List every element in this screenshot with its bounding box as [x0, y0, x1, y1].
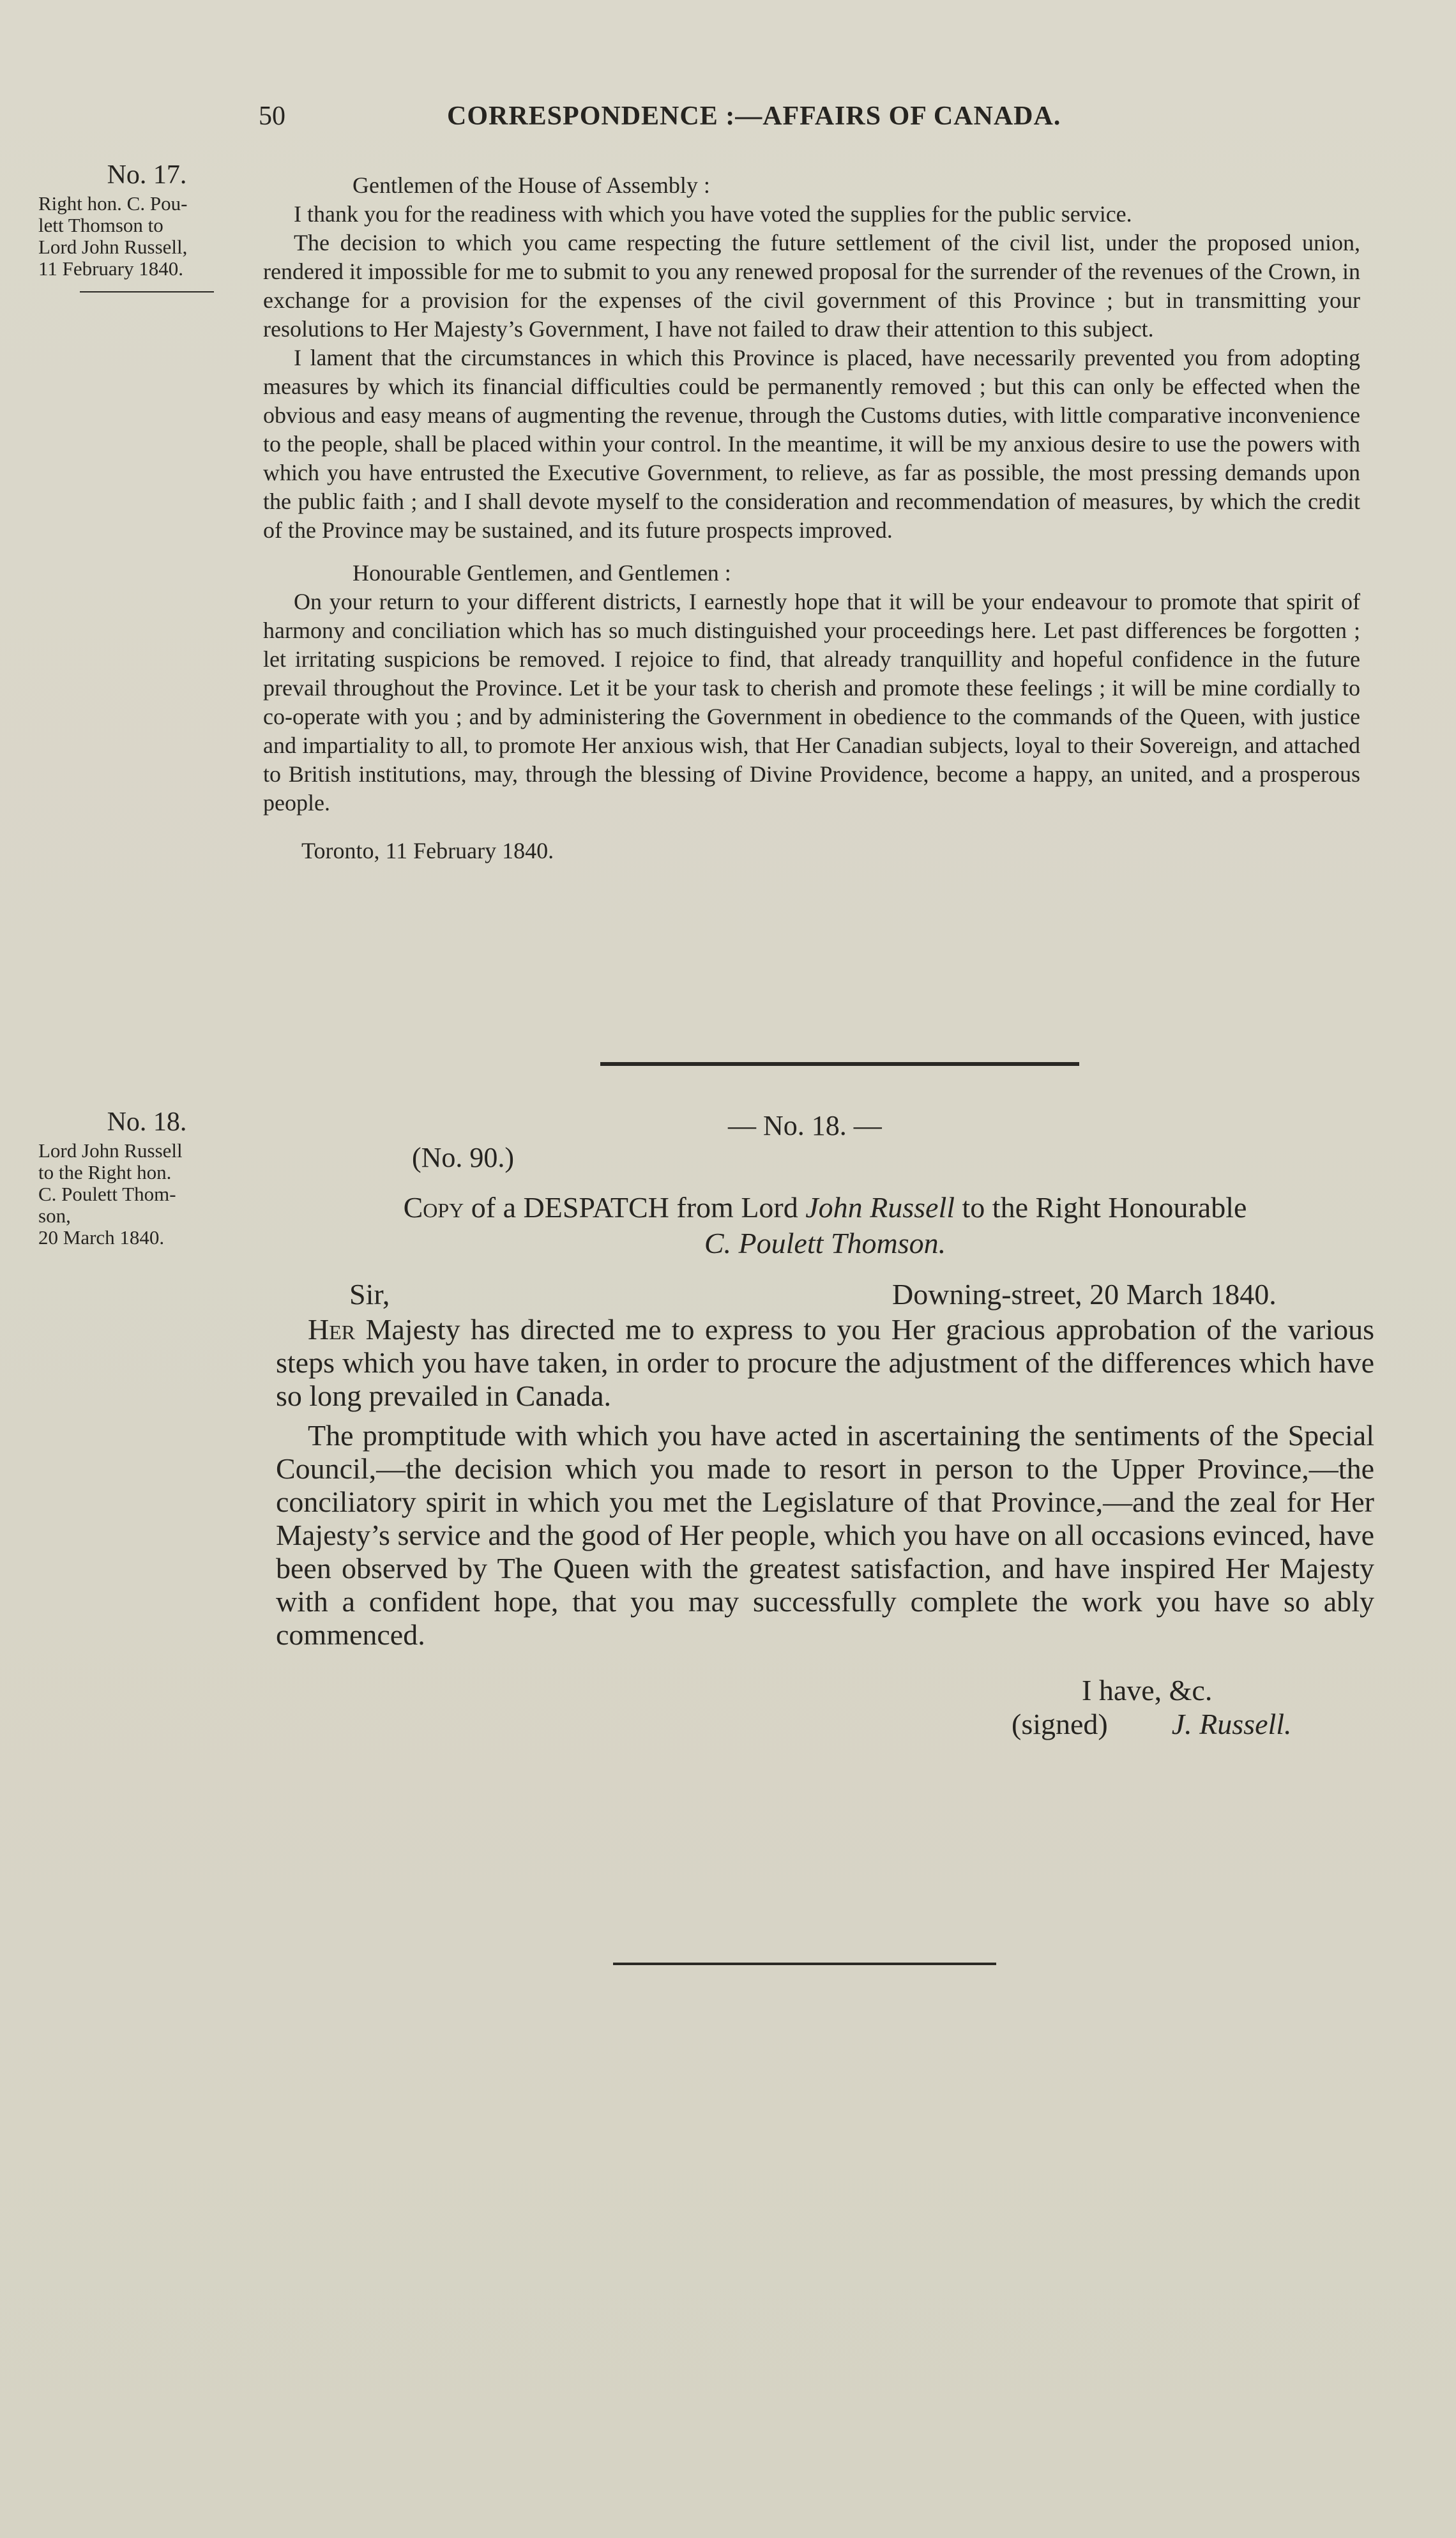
paragraph-text: Majesty has directed me to express to you Her gracious approbation of the various steps which you have taken, in order to procure the adjustment of the differences which have so long prevailed in Canada.: [276, 1313, 1374, 1412]
paragraph: I lament that the circumstances in which this Province is placed, have necessarily prevented you from adopting measures by which its financial difficulties could be permanently removed ; but this can only be effected when the obvious and easy means of augmenting the revenue, through the Customs duties, with little comparative inconvenience to the people, shall be placed within your control. In the meantime, it will be my anxious desire to use the powers with which you have entrusted the Executive Government, to relieve, as far as possible, the most pressing demands upon the public faith ; and I shall devote myself to the consideration and recommendation of measures, by which the credit of the Province may be sustained, and its future prospects improved.: [263, 345, 1360, 543]
dateline: Toronto, 11 February 1840.: [301, 838, 554, 863]
margin-note-18: [38, 1107, 255, 1249]
margin-line: 11 February 1840.: [38, 257, 184, 280]
page-header: [259, 101, 1217, 139]
copy-word: Copy: [403, 1191, 464, 1224]
signed-label: (signed): [1012, 1708, 1108, 1740]
margin-line: Lord John Russell: [38, 1139, 183, 1162]
end-divider: [613, 1963, 996, 1965]
place-and-date: Downing-street, 20 March 1840.: [892, 1278, 1277, 1311]
closing: I have, &c.: [1082, 1674, 1213, 1706]
speech-body: [263, 171, 1360, 865]
page-number: 50: [259, 102, 285, 131]
signature: J. Russell.: [1171, 1708, 1292, 1740]
margin-line: Lord John Russell,: [38, 236, 188, 258]
margin-line: son,: [38, 1204, 71, 1227]
salutation: Gentlemen of the House of Assembly :: [353, 172, 710, 198]
margin-line: 20 March 1840.: [38, 1226, 165, 1249]
section-title: — No. 18. —: [728, 1110, 882, 1141]
section-divider: [600, 1062, 1079, 1066]
despatch-number: (No. 90.): [412, 1142, 515, 1173]
salutation: Sir,: [349, 1278, 390, 1311]
margin-line: Right hon. C. Pou-: [38, 192, 188, 215]
margin-divider: [80, 291, 214, 293]
paragraph: [276, 1313, 1374, 1413]
heading-text: of a DESPATCH from Lord: [464, 1191, 806, 1224]
salutation-row: [276, 1277, 1374, 1312]
recipient-name: C. Poulett Thomson.: [704, 1227, 946, 1259]
margin-line: lett Thomson to: [38, 214, 163, 236]
margin-line: C. Poulett Thom-: [38, 1183, 176, 1205]
margin-number-18: No. 18.: [107, 1107, 187, 1137]
margin-note-17: [38, 160, 255, 293]
running-title: CORRESPONDENCE :—AFFAIRS OF CANADA.: [447, 102, 1061, 131]
margin-number-17: No. 17.: [107, 160, 187, 190]
lead-word: Her: [308, 1313, 356, 1346]
despatch-heading: [276, 1190, 1374, 1261]
sender-name: John Russell: [805, 1191, 955, 1224]
margin-line: to the Right hon.: [38, 1161, 172, 1183]
paragraph: I thank you for the readiness with which you have voted the supplies for the public service.: [294, 201, 1132, 227]
paragraph: The promptitude with which you have acted in ascertaining the sentiments of the Special Council,—the decision which you made to resort in person to the Upper Province,—the conciliatory spirit in which you met the Legislature of that Province,—and the zeal for Her Majesty’s service and the good of Her people, which you have on all occasions evinced, have been observed by The Queen with the greatest satisfaction, and have inspired Her Majesty with a confident hope, that you may successfully complete the work you have so ably commenced.: [276, 1419, 1374, 1651]
heading-text: to the Right Honourable: [955, 1191, 1247, 1224]
despatch-body: [276, 1313, 1374, 1652]
salutation: Honourable Gentlemen, and Gentlemen :: [353, 560, 731, 586]
paragraph: On your return to your different districts, I earnestly hope that it will be your endeavour to promote that spirit of harmony and conciliation which has so much distinguished your proceedings here. Let past differences be forgotten ; let irritating suspicions be removed. I rejoice to find, that already tranquillity and hopeful confidence in the future prevail throughout the Province. Let it be your task to cherish and promote these feelings ; it will be mine cordially to co-operate with you ; and by administering the Government in obedience to the commands of the Queen, with justice and impartiality to all, to promote Her anxious wish, that Her Canadian subjects, loyal to their Sovereign, and attached to British institutions, may, through the blessing of Divine Providence, become a happy, an united, and a prosperous people.: [263, 589, 1360, 816]
paragraph: The decision to which you came respecting the future settlement of the civil list, under the proposed union, rendered it impossible for me to submit to you any renewed proposal for the surrender of the revenues of the Crown, in exchange for a provision for the expenses of the civil government of this Province ; but in transmitting your resolutions to Her Majesty’s Government, I have not failed to draw their attention to this subject.: [263, 230, 1360, 342]
signature-line: [1012, 1707, 1292, 1741]
